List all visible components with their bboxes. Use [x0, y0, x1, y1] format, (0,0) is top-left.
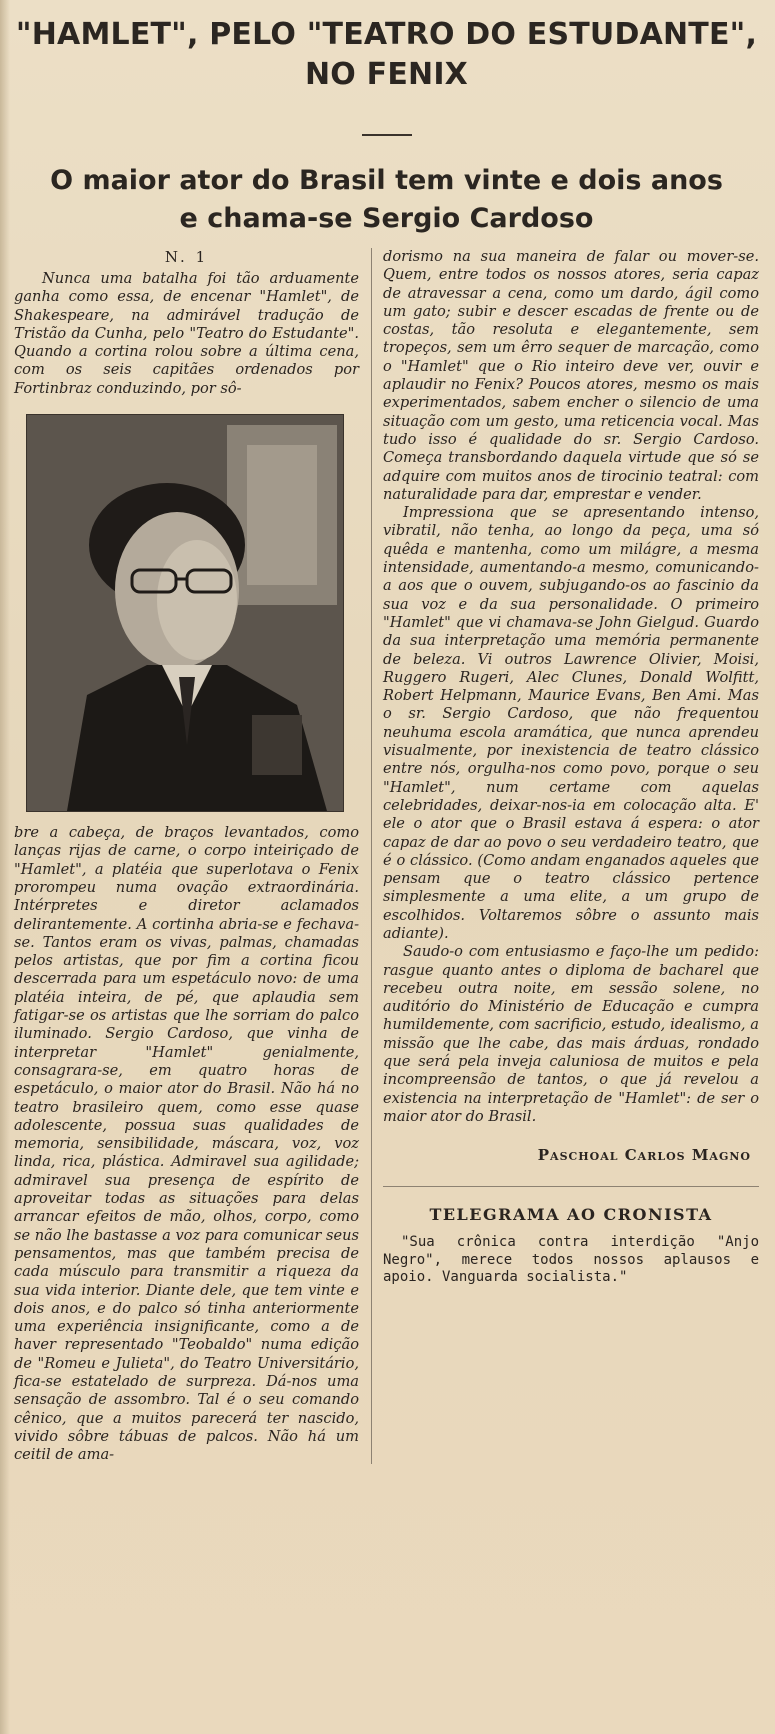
- article-right-column: [372, 248, 759, 1464]
- headline: [14, 16, 759, 94]
- article-paragraph-opening: Nunca uma batalha foi tão arduamente ganha como essa, de encenar "Hamlet", de Shakespeare, na admirável tradução de Tristão da Cunha, pelo "Teatro do Estudante". Quando a cortina rolou sobre a última cena, com os seis capitães ordenados por Fortinbraz conduzindo, por sô-: [14, 270, 359, 397]
- author-signature: Paschoal Carlos Magno: [537, 1146, 751, 1165]
- article-paragraph-continued: bre a cabeça, de braços levantados, como lanças rijas de carne, o corpo inteiriçado de "Hamlet", a platéia que superlotava o Fenix prorompeu numa ovação extraordinária. Intérpretes e diretor aclamados delirantemente. A cortinha abria-se e fechava-se. Tantos eram os vivas, palmas, chamadas pelos artistas, que por fim a cortina ficou descerrada para um espetáculo novo: de uma platéia inteira, de pé, que aplaudia sem fatigar-se os artistas que lhe sorriam do palco iluminado. Sergio Cardoso, que vinha de interpretar "Hamlet" genialmente, consagrara-se, em quatro horas de espetáculo, o maior ator do Brasil. Não há no teatro brasileiro quem, como esse quase adolescente, possua suas qualidades de memoria, sensibilidade, máscara, voz, voz linda, rica, plástica. Admiravel sua agilidade; admiravel sua presença de espírito de aproveitar todas as situações para delas arrancar efeitos de mão, olhos, corpo, como se não lhe bastasse a voz para comunicar seus pensamentos, mas que também precisa de cada músculo para transmitir a riqueza da sua vida interior. Diante dele, que tem vinte e dois anos, e do palco só tinha anteriormente uma experiência insignificante, como a de haver representado "Teobaldo" numa edição de "Romeu e Julieta", do Teatro Universitário, fica-se estatelado de surpreza. Dá-nos uma sensação de assombro. Tal é o seu comando cênico, que a muitos parecerá ter nascido, vivido sôbre tábuas de palcos. Não há um ceitil de ama-: [14, 824, 359, 1464]
- article-left-column: [14, 248, 371, 1464]
- subheadline: [14, 162, 759, 238]
- portrait-illustration: [27, 415, 343, 811]
- headline-line-2: NO FENIX: [304, 57, 469, 92]
- article-number: N. 1: [164, 248, 209, 266]
- article-paragraph-right-3: Saudo-o com entusiasmo e faço-lhe um pedido: rasgue quanto antes o diploma de bacharel que recebeu outra noite, em sessão solene, no auditório do Ministério de Educação e cumpra humildemente, com sacrificio, estudo, idealismo, a missão que lhe cabe, das mais árduas, rondado que será pela inveja caluniosa de muitos e pela incompreensão de tantos, o que já revelou a existencia na interpretação de "Hamlet": de ser o maior ator do Brasil.: [383, 943, 759, 1125]
- title-separator: [362, 134, 412, 136]
- section-divider: [383, 1186, 759, 1187]
- telegram-title: TELEGRAMA AO CRONISTA: [429, 1205, 713, 1225]
- headline-line-1: "HAMLET", PELO "TEATRO DO ESTUDANTE",: [15, 17, 758, 52]
- portrait-photo: [26, 414, 344, 812]
- article-paragraph-right-1: dorismo na sua maneira de falar ou mover-se. Quem, entre todos os nossos atores, seria capaz de atravessar a cena, como um dardo, ágil como um gato; subir e descer escadas de frente ou de costas, tão resoluta e elegantemente, sem tropeços, sem um êrro sequer de marcação, como o "Hamlet" que o Rio inteiro deve ver, ouvir e aplaudir no Fenix? Poucos atores, mesmo os mais experimentados, sabem encher o silencio de uma situação com um gesto, uma reticencia vocal. Mas tudo isso é qualidade do sr. Sergio Cardoso. Começa transbordando daquela virtude que só se adquire com muitos anos de tirocinio teatral: com naturalidade para dar, emprestar e vender.: [383, 248, 759, 503]
- telegram-text: "Sua crônica contra interdição "Anjo Negro", merece todos nossos aplausos e apoio. Vanguarda socialista.": [383, 1234, 759, 1286]
- article-columns: [14, 248, 759, 1464]
- article-paragraph-right-2: Impressiona que se apresentando intenso, vibratil, não tenha, ao longo da peça, uma só quêda e mantenha, como um milágre, a mesma intensidade, aumentando-a mesmo, comunicando-a aos que o ouvem, subjugando-os ao fascinio da sua voz e da sua personalidade. O primeiro "Hamlet" que vi chamava-se John Gielgud. Guardo da sua interpretação uma memória permanente de beleza. Vi outros Lawrence Olivier, Moisi, Ruggero Rugeri, Alec Clunes, Donald Wolfitt, Robert Helpmann, Maurice Evans, Ben Ami. Mas o sr. Sergio Cardoso, que não frequentou neuhuma escola aramática, que nunca aprendeu visualmente, por inexistencia de teatro clássico entre nós, orgulha-nos como povo, porque o seu "Hamlet", num certame com aquelas celebridades, deixar-nos-ia em colocação alta. E' ele o ator que o Brasil estava á espera: o ator capaz de dar ao povo o seu verdadeiro teatro, que é o clássico. (Como andam enganados aqueles que pensam que o teatro clássico pertence simplesmente a uma elite, a um grupo de escolhidos. Voltaremos sôbre o assunto mais adiante).: [383, 504, 759, 942]
- subheadline-line-2: e chama-se Sergio Cardoso: [179, 203, 594, 234]
- subheadline-line-1: O maior ator do Brasil tem vinte e dois anos: [50, 165, 723, 196]
